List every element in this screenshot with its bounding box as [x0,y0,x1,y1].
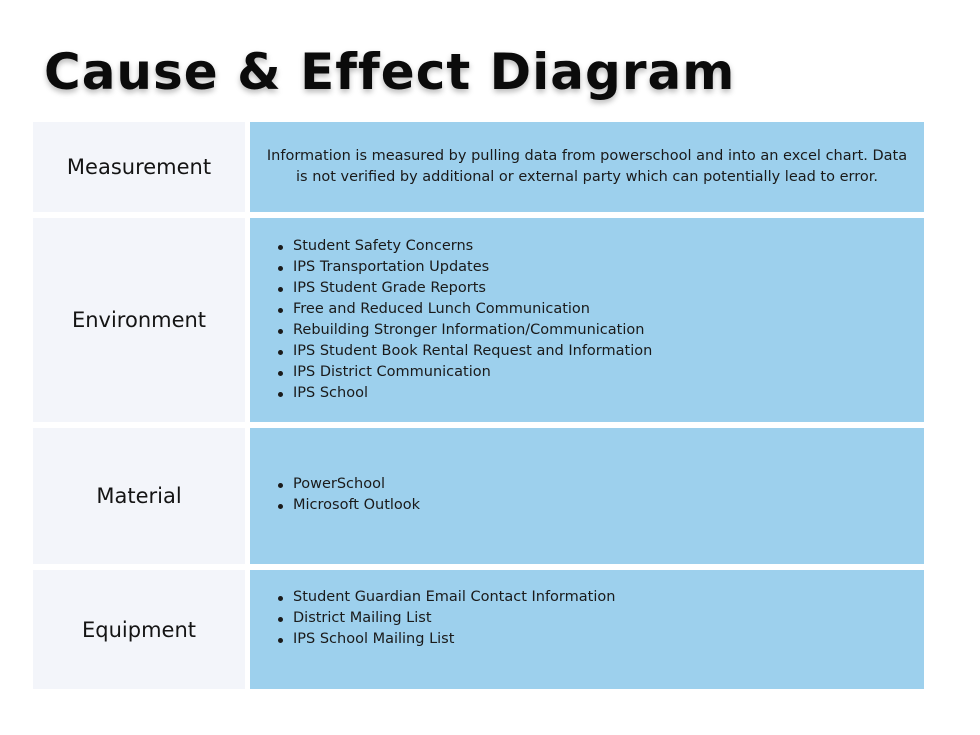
category-cell-equipment [33,570,245,689]
list-item: Rebuilding Stronger Information/Communication [293,320,652,341]
list-item: Free and Reduced Lunch Communication [293,299,652,320]
list-item: IPS School [293,383,652,404]
category-cell-environment [33,218,245,422]
list-item: IPS School Mailing List [293,629,615,650]
category-cell-material [33,428,245,564]
equipment-list [250,587,615,650]
list-item: Microsoft Outlook [293,495,420,516]
environment-list [250,236,652,404]
list-item: IPS Transportation Updates [293,257,652,278]
table-row-material [33,428,924,564]
list-item: PowerSchool [293,474,420,495]
table-row-measurement [33,122,924,212]
table-row-environment [33,218,924,422]
content-cell-material [250,428,924,564]
table-row-equipment [33,570,924,689]
list-item: District Mailing List [293,608,615,629]
category-label-environment: Environment [71,308,207,332]
list-item: IPS District Communication [293,362,652,383]
category-cell-measurement [33,122,245,212]
content-cell-equipment [250,570,924,689]
page-title: Cause & Effect Diagram [44,43,736,101]
category-label-equipment: Equipment [82,617,196,642]
list-item: IPS Student Grade Reports [293,278,652,299]
content-cell-measurement [250,122,924,212]
category-label-measurement: Measurement [66,155,212,179]
list-item: Student Guardian Email Contact Information [293,587,615,608]
measurement-description: Information is measured by pulling data from powerschool and into an excel chart. Data is not verified by additional or external party which can potentially lead to error. [266,148,908,185]
list-item: IPS Student Book Rental Request and Information [293,341,652,362]
material-list [250,474,420,516]
list-item: Student Safety Concerns [293,236,652,257]
category-label-material: Material [96,484,182,508]
content-cell-environment [250,218,924,422]
